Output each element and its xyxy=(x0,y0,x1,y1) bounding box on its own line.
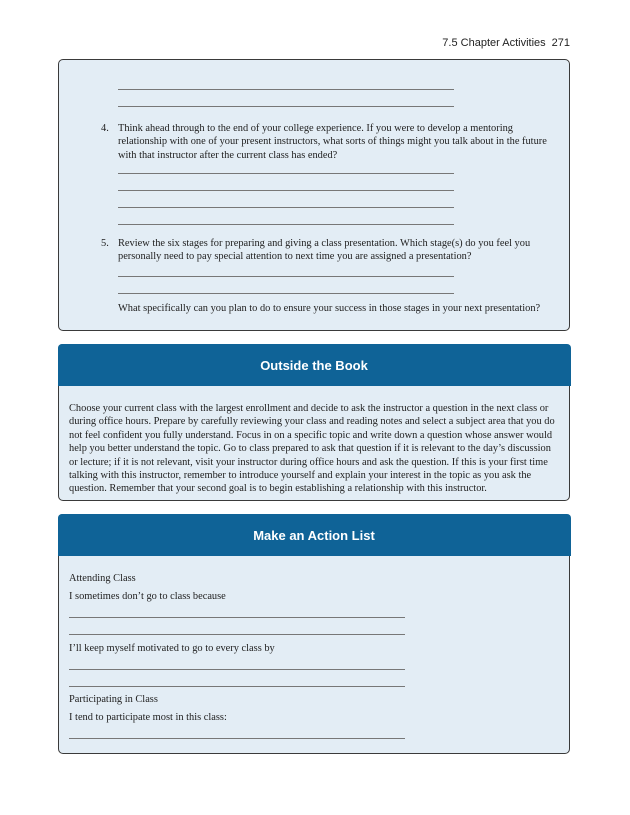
answer-line[interactable] xyxy=(118,276,454,277)
section-heading-attending: Attending Class xyxy=(69,573,136,584)
answer-line[interactable] xyxy=(69,669,405,670)
section-heading-participating: Participating in Class xyxy=(69,694,158,705)
running-head xyxy=(442,37,570,49)
prompt-participation: I tend to participate most in this class: xyxy=(69,712,227,723)
answer-line[interactable] xyxy=(69,634,405,635)
answer-line[interactable] xyxy=(118,224,454,225)
box-title: Outside the Book xyxy=(58,344,571,386)
question-5-text: Review the six stages for preparing and giving a class presentation. Which stage(s) do you feel you personally need to pay special attention to next time you are assigned a presentation? xyxy=(118,238,531,263)
question-4-text: Think ahead through to the end of your college experience. If you were to develop a mentoring relationship with one of your present instructors, what sorts of things might you talk about in the future with that instructor after the current class has ended? xyxy=(118,123,547,161)
question-5-followup: What specifically can you plan to do to ensure your success in those stages in your next presentation? xyxy=(118,303,541,314)
question-number: 4. xyxy=(101,123,109,134)
answer-line[interactable] xyxy=(118,89,454,90)
question-number: 5. xyxy=(101,238,109,249)
action-list-box xyxy=(58,514,570,754)
prompt-attending: I sometimes don’t go to class because xyxy=(69,591,226,602)
prompt-motivation: I’ll keep myself motivated to go to every class by xyxy=(69,643,275,654)
outside-body-text: Choose your current class with the largest enrollment and decide to ask the instructor a question in the next class or during office hours. Prepare by carefully reviewing your class and reading notes and select a subject area that you do not feel confident you fully understand. Focus in on a specific topic and write down a question whose answer would help you better understand the topic. Go to class prepared to ask that question if it is relevant to the day’s discussion or lecture; if it is not relevant, visit your instructor during office hours and ask the question. If this is your first time talking with this instructor, remember to introduce yourself and explain your interest in the topic as you ask the question. Remember that your second goal is to begin establishing a relationship with this instructor. xyxy=(69,403,555,495)
questions-box xyxy=(58,59,570,331)
answer-line[interactable] xyxy=(69,686,405,687)
page-number: 271 xyxy=(551,37,570,49)
outside-the-book-box xyxy=(58,344,570,501)
answer-line[interactable] xyxy=(118,207,454,208)
answer-line[interactable] xyxy=(118,173,454,174)
answer-line[interactable] xyxy=(118,293,454,294)
answer-line[interactable] xyxy=(118,106,454,107)
answer-line[interactable] xyxy=(118,190,454,191)
answer-line[interactable] xyxy=(69,738,405,739)
answer-line[interactable] xyxy=(69,617,405,618)
section-title: 7.5 Chapter Activities xyxy=(442,37,546,49)
box-title: Make an Action List xyxy=(58,514,571,556)
